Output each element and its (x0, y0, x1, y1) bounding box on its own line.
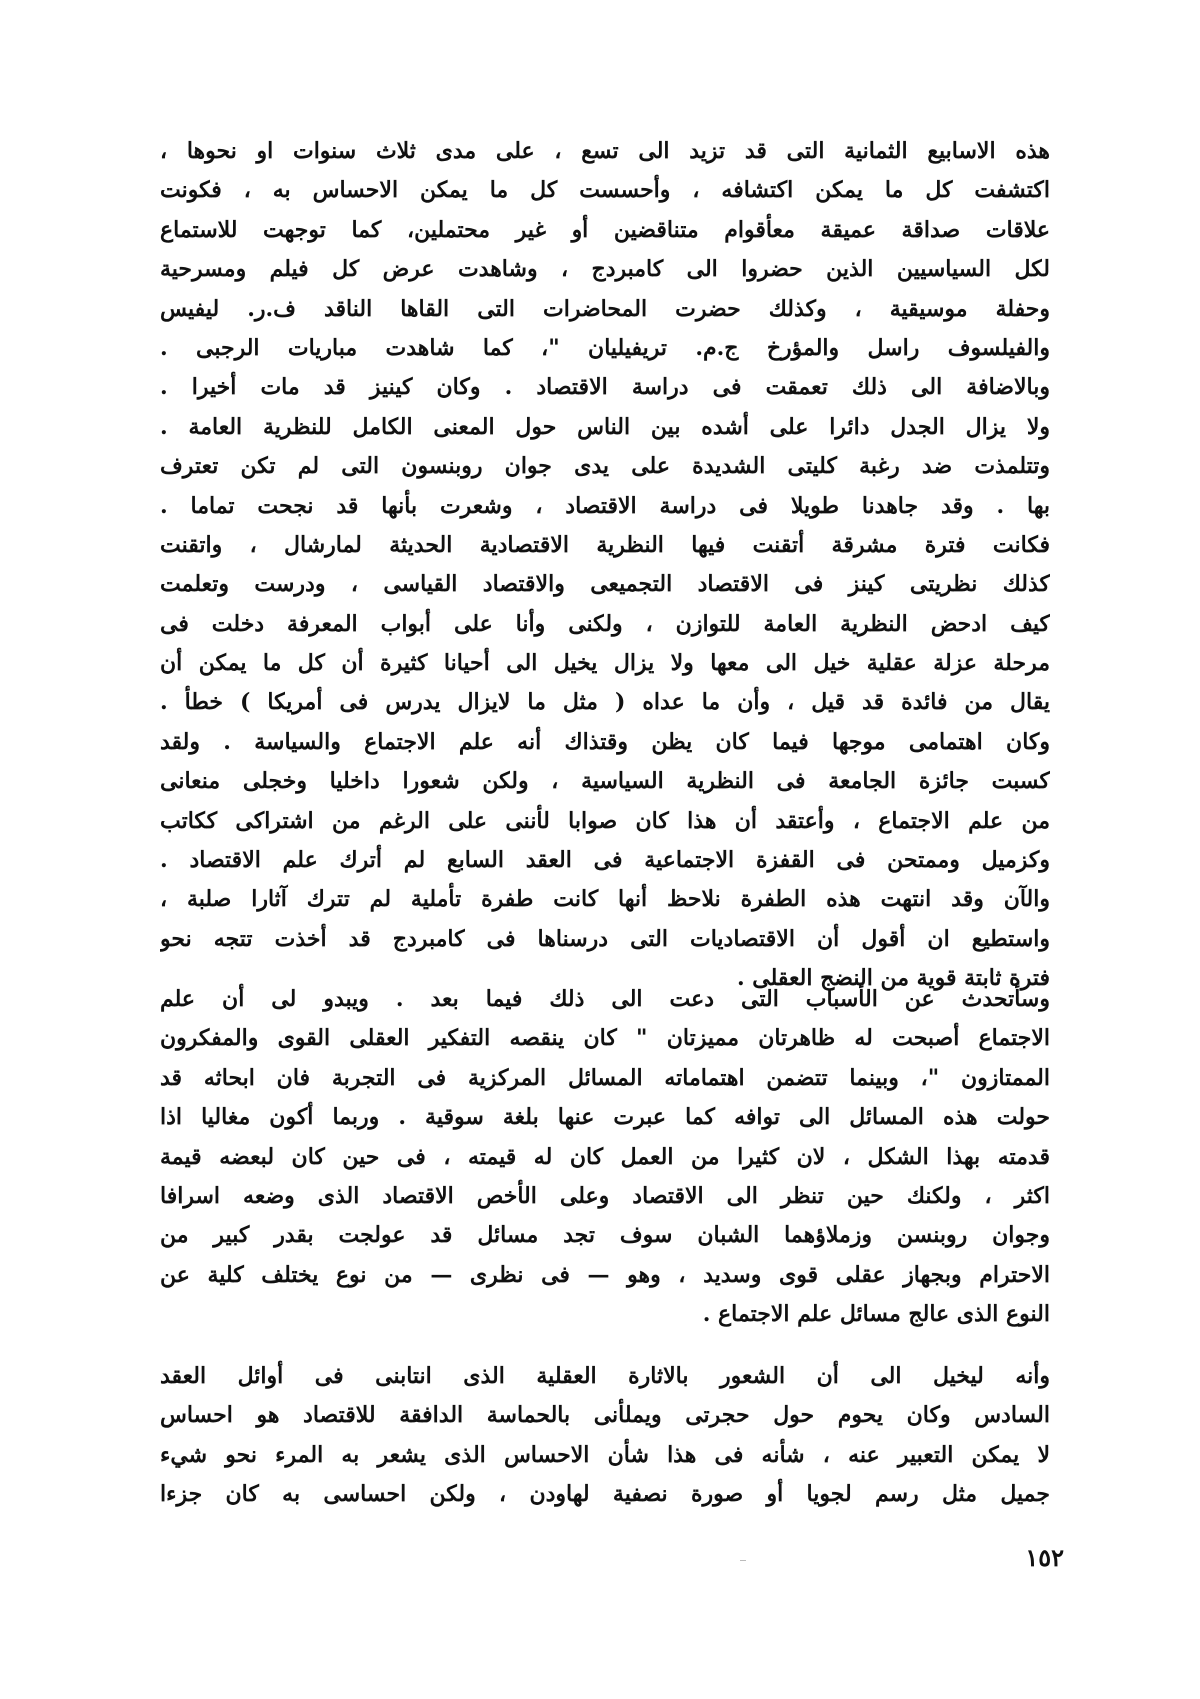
text-line: مرحلة عزلة عقلية خيل الى معها ولا يزال يخيل الى أحيانا كثيرة أن كل ما يمكن أن (160, 650, 1050, 677)
text-line: يقال من فائدة قد قيل ، وأن ما عداه ( مثل ما لايزال يدرس فى أمريكا ) خطأ . (160, 689, 1050, 716)
text-line: اكتشفت كل ما يمكن اكتشافه ، وأحسست كل ما يمكن الاحساس به ، فكونت (160, 177, 1050, 204)
text-line: فترة ثابتة قوية من النضج العقلى . (736, 965, 1050, 992)
text-line: اكثر ، ولكنك حين تنظر الى الاقتصاد وعلى الأخص الاقتصاد الذى وضعه اسرافا (160, 1182, 1050, 1209)
paragraph-1 (160, 132, 1050, 999)
text-line: علاقات صداقة عميقة معأقوام متناقضين أو غير محتملين، كما توجهت للاستماع (160, 216, 1050, 243)
scan-speck (740, 1560, 746, 1561)
text-line: حولت هذه المسائل الى توافه كما عبرت عنها بلغة سوقية . وربما أكون مغاليا اذا (160, 1104, 1050, 1131)
text-line: جميل مثل رسم لجويا أو صورة نصفية لهاودن ، ولكن احساسى به كان جزءا (160, 1481, 1050, 1508)
text-line: النوع الذى عالج مسائل علم الاجتماع . (702, 1301, 1050, 1328)
text-line: ولا يزال الجدل دائرا على أشده بين الناس حول المعنى الكامل للنظرية العامة . (160, 413, 1050, 440)
text-line: الممتازون "، وبينما تتضمن اهتماماته المسائل المركزية فى التجربة فان ابحاثه قد (160, 1064, 1050, 1091)
text-line: والفيلسوف راسل والمؤرخ ج.م. تريفيليان "، كما شاهدت مباريات الرجبى . (160, 334, 1050, 361)
text-line: كسبت جائزة الجامعة فى النظرية السياسية ، ولكن شعورا داخليا وخجلى منعانى (160, 768, 1050, 795)
text-line: لا يمكن التعبير عنه ، شأنه فى هذا شأن الاحساس الذى يشعر به المرء نحو شيء (160, 1441, 1050, 1468)
text-line: وكزميل وممتحن فى القفزة الاجتماعية فى العقد السابع لم أترك علم الاقتصاد . (160, 847, 1050, 874)
text-line: وسأتحدث عن الأسباب التى دعت الى ذلك فيما بعد . ويبدو لى أن علم (160, 986, 1050, 1012)
page-number: ١٥٢ (1025, 1543, 1064, 1572)
text-line: لكل السياسيين الذين حضروا الى كامبردج ، وشاهدت عرض كل فيلم ومسرحية (160, 256, 1050, 283)
text-line: وحفلة موسيقية ، وكذلك حضرت المحاضرات التى القاها الناقد ف.ر. ليفيس (160, 295, 1050, 322)
text-line: السادس وكان يحوم حول حجرتى ويملأنى بالحماسة الدافقة للاقتصاد هو احساس (160, 1402, 1050, 1429)
text-line: الاجتماع أصبحت له ظاهرتان مميزتان " كان ينقصه التفكير العقلى القوى والمفكرون (160, 1025, 1050, 1052)
paragraph-3 (160, 1357, 1050, 1515)
text-line: وتتلمذت ضد رغبة كليتى الشديدة على يدى جوان روبنسون التى لم تكن تعترف (160, 453, 1050, 480)
text-line: وأنه ليخيل الى أن الشعور بالاثارة العقلية الذى انتابنى فى أوائل العقد (160, 1363, 1050, 1389)
text-line: والآن وقد انتهت هذه الطفرة نلاحظ أنها كانت طفرة تأملية لم تترك آثارا صلبة ، (160, 886, 1050, 913)
text-line: كذلك نظريتى كينز فى الاقتصاد التجميعى والاقتصاد القياسى ، ودرست وتعلمت (160, 571, 1050, 598)
text-line: وجوان روبنسن وزملاؤهما الشبان سوف تجد مسائل قد عولجت بقدر كبير من (160, 1222, 1050, 1249)
text-line: قدمته بهذا الشكل ، لان كثيرا من العمل كان له قيمته ، فى حين كان لبعضه قيمة (160, 1143, 1050, 1170)
text-line: وكان اهتمامى موجها فيما كان يظن وقتذاك أنه علم الاجتماع والسياسة . ولقد (160, 728, 1050, 755)
paragraph-2 (160, 980, 1050, 1335)
text-line: وبالاضافة الى ذلك تعمقت فى دراسة الاقتصاد . وكان كينيز قد مات أخيرا . (160, 374, 1050, 401)
text-line: هذه الاسابيع الثمانية التى قد تزيد الى تسع ، على مدى ثلاث سنوات او نحوها ، (160, 138, 1050, 164)
text-line: فكانت فترة مشرقة أتقنت فيها النظرية الاقتصادية الحديثة لمارشال ، واتقنت (160, 531, 1050, 558)
text-line: كيف ادحض النظرية العامة للتوازن ، ولكنى وأنا على أبواب المعرفة دخلت فى (160, 610, 1050, 637)
text-line: من علم الاجتماع ، وأعتقد أن هذا كان صوابا لأننى على الرغم من اشتراكى ككاتب (160, 807, 1050, 834)
text-line: بها . وقد جاهدنا طويلا فى دراسة الاقتصاد ، وشعرت بأنها قد نجحت تماما . (160, 492, 1050, 519)
text-line: واستطيع ان أقول أن الاقتصاديات التى درسناها فى كامبردج قد أخذت تتجه نحو (160, 925, 1050, 952)
text-line: الاحترام وبجهاز عقلى قوى وسديد ، وهو — فى نظرى — من نوع يختلف كلية عن (160, 1261, 1050, 1288)
